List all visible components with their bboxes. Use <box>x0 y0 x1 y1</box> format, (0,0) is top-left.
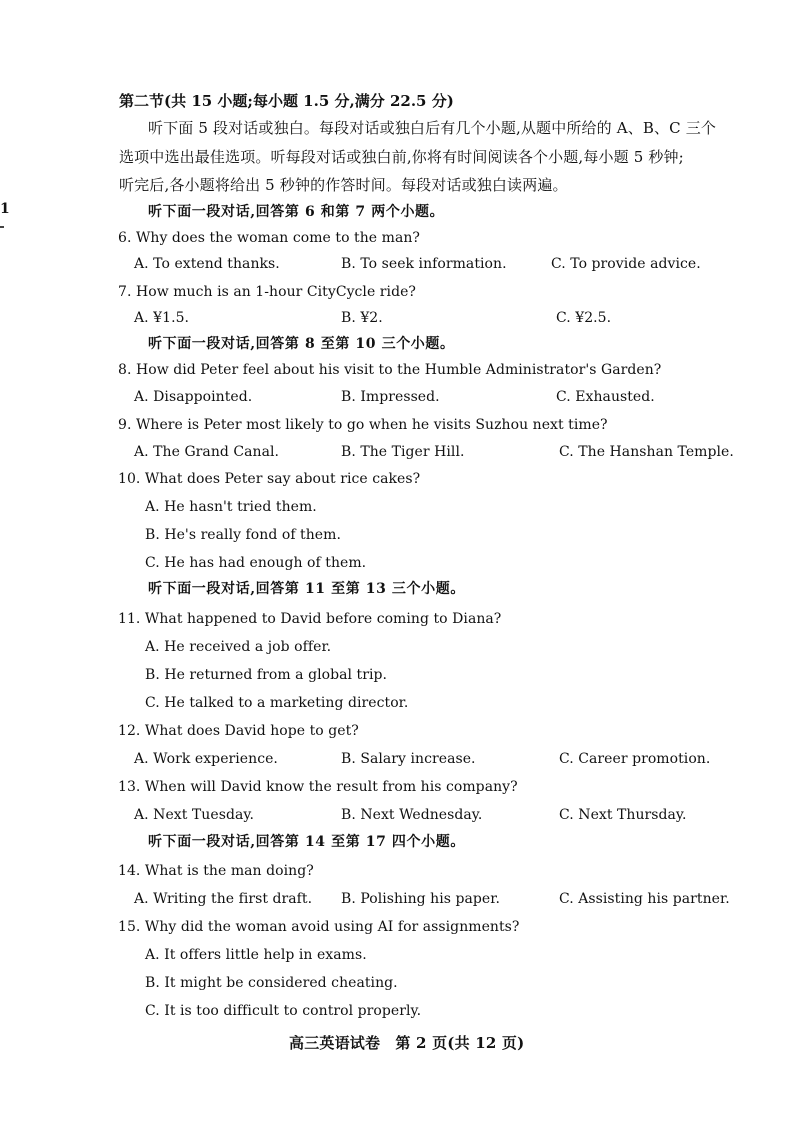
question-13-stem: 13. When will David know the result from his company? <box>118 779 518 795</box>
question-11-stem: 11. What happened to David before coming to Diana? <box>118 611 502 627</box>
question-14-option-b: B. Polishing his paper. <box>341 891 500 907</box>
question-7-option-a: A. ¥1.5. <box>134 310 190 326</box>
instruction-line-1: 听下面 5 段对话或独白。每段对话或独白后有几个小题,从题中所给的 A、B、C 三个 <box>148 119 717 137</box>
dialogue-note-3: 听下面一段对话,回答第 11 至第 13 三个小题。 <box>148 581 465 597</box>
question-8-option-a: A. Disappointed. <box>134 389 253 405</box>
question-9-stem: 9. Where is Peter most likely to go when he visits Suzhou next time? <box>118 417 608 433</box>
question-9-option-c: C. The Hanshan Temple. <box>559 444 734 460</box>
instruction-line-3: 听完后,各小题将给出 5 秒钟的作答时间。每段对话或独白读两遍。 <box>119 176 568 194</box>
question-8-option-c: C. Exhausted. <box>556 389 655 405</box>
question-8-stem: 8. How did Peter feel about his visit to the Humble Administrator's Garden? <box>118 362 662 378</box>
question-9-option-a: A. The Grand Canal. <box>134 444 280 460</box>
question-11-option-a: A. He received a job offer. <box>145 639 332 655</box>
question-6-option-a: A. To extend thanks. <box>134 256 280 272</box>
question-11-option-c: C. He talked to a marketing director. <box>145 695 409 711</box>
question-14-option-a: A. Writing the first draft. <box>134 891 313 907</box>
question-15-option-b: B. It might be considered cheating. <box>145 975 398 991</box>
question-6-option-b: B. To seek information. <box>341 256 507 272</box>
dialogue-note-1: 听下面一段对话,回答第 6 和第 7 两个小题。 <box>148 204 445 220</box>
dialogue-note-2: 听下面一段对话,回答第 8 至第 10 三个小题。 <box>148 336 455 352</box>
question-10-stem: 10. What does Peter say about rice cakes? <box>118 471 421 487</box>
question-6-stem: 6. Why does the woman come to the man? <box>118 230 420 246</box>
question-12-option-b: B. Salary increase. <box>341 751 476 767</box>
instruction-line-2: 选项中选出最佳选项。听每段对话或独白前,你将有时间阅读各个小题,每小题 5 秒钟; <box>119 148 684 166</box>
question-12-option-c: C. Career promotion. <box>559 751 711 767</box>
page-footer: 高三英语试卷 第 2 页(共 12 页) <box>289 1034 525 1052</box>
dialogue-note-4: 听下面一段对话,回答第 14 至第 17 四个小题。 <box>148 834 465 850</box>
margin-mark: 1 <box>0 201 10 217</box>
question-14-option-c: C. Assisting his partner. <box>559 891 730 907</box>
question-7-option-b: B. ¥2. <box>341 310 383 326</box>
question-12-stem: 12. What does David hope to get? <box>118 723 359 739</box>
question-13-option-c: C. Next Thursday. <box>559 807 687 823</box>
question-7-stem: 7. How much is an 1-hour CityCycle ride? <box>118 284 416 300</box>
question-10-option-b: B. He's really fond of them. <box>145 527 341 543</box>
question-14-stem: 14. What is the man doing? <box>118 863 314 879</box>
question-15-option-c: C. It is too difficult to control properly. <box>145 1003 422 1019</box>
margin-tick <box>0 226 4 228</box>
question-7-option-c: C. ¥2.5. <box>556 310 612 326</box>
question-11-option-b: B. He returned from a global trip. <box>145 667 387 683</box>
question-9-option-b: B. The Tiger Hill. <box>341 444 465 460</box>
question-13-option-a: A. Next Tuesday. <box>134 807 254 823</box>
question-10-option-a: A. He hasn't tried them. <box>145 499 317 515</box>
question-12-option-a: A. Work experience. <box>134 751 278 767</box>
question-15-option-a: A. It offers little help in exams. <box>145 947 367 963</box>
question-8-option-b: B. Impressed. <box>341 389 440 405</box>
question-6-option-c: C. To provide advice. <box>551 256 701 272</box>
question-13-option-b: B. Next Wednesday. <box>341 807 483 823</box>
question-10-option-c: C. He has had enough of them. <box>145 555 367 571</box>
question-15-stem: 15. Why did the woman avoid using AI for assignments? <box>118 919 520 935</box>
section-title: 第二节(共 15 小题;每小题 1.5 分,满分 22.5 分) <box>119 92 454 110</box>
